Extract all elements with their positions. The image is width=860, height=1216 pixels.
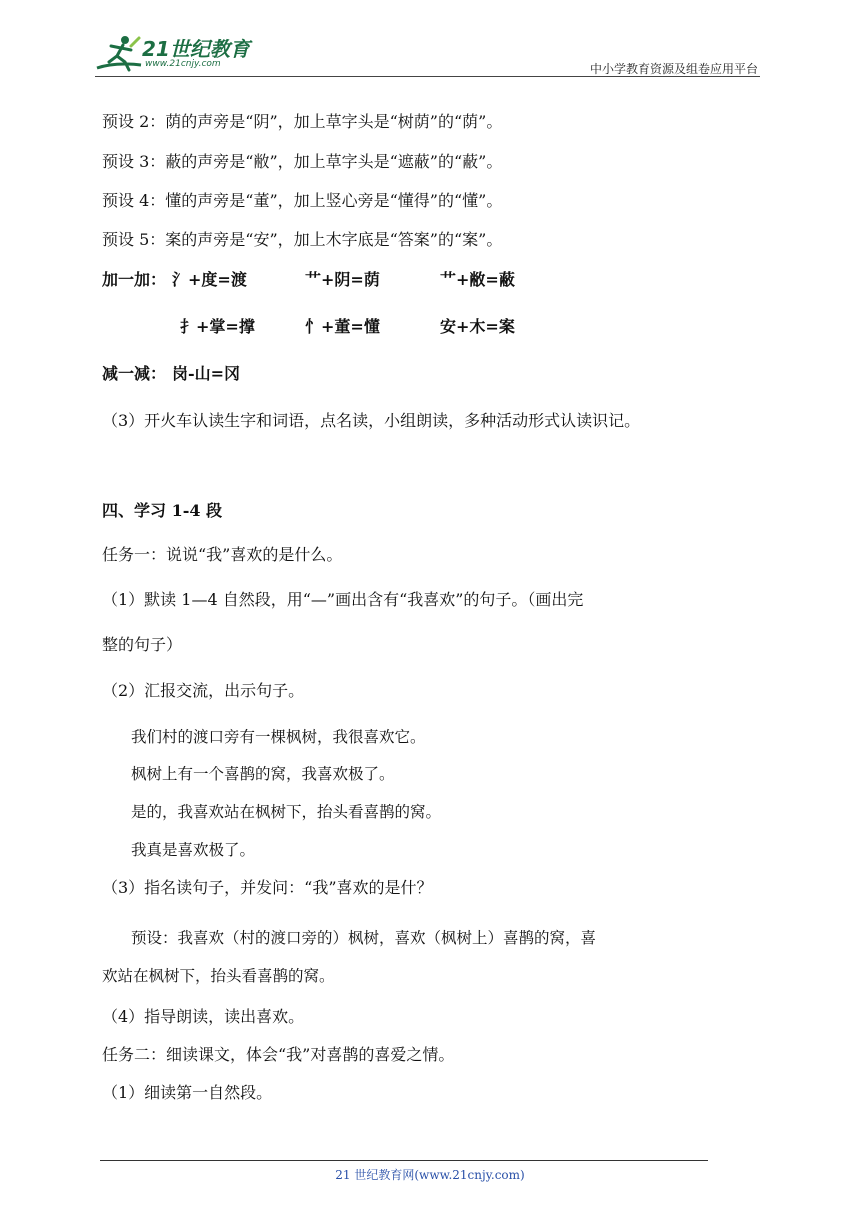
task-2-step-1: （1）细读第一自然段。 [102,1083,273,1102]
site-logo [95,30,265,80]
logo-text: 21世纪教育 [142,37,250,61]
page-header [95,30,760,80]
subtract-equation-1: 岗-山=冈 [172,364,241,383]
quote-sentence-4: 我真是喜欢极了。 [131,841,256,859]
footer-link[interactable]: 21 世纪教育网(www.21cnjy.com) [335,1168,525,1182]
add-equation-6: 安+木=案 [440,317,515,336]
step-3-reading: （3）开火车认读生字和词语，点名读，小组朗读，多种活动形式认读识记。 [102,411,641,430]
preset-answer: 预设：我喜欢（村的渡口旁的）枫树，喜欢（枫树上）喜鹊的窝，喜 [131,929,597,947]
quote-sentence-3: 是的，我喜欢站在枫树下，抬头看喜鹊的窝。 [131,803,442,821]
task-1-step-1: （1）默读 1—4 自然段，用“—”画出含有“我喜欢”的句子。（画出完 [102,590,584,609]
subtract-label: 减一减： [102,364,167,383]
task-2-title: 任务二：细读课文，体会“我”对喜鹊的喜爱之情。 [102,1045,455,1064]
add-equation-4: 扌+掌=撑 [180,317,255,336]
preset-2: 预设 2：荫的声旁是“阴”，加上草字头是“树荫”的“荫”。 [102,112,503,131]
preset-5: 预设 5：案的声旁是“安”，加上木字底是“答案”的“案”。 [102,230,503,249]
add-equation-5: 忄+董=懂 [305,317,380,336]
section-4-title: 四、学习 1-4 段 [102,501,223,520]
preset-3: 预设 3：蔽的声旁是“敝”，加上草字头是“遮蔽”的“蔽”。 [102,152,503,171]
header-platform-text: 中小学教育资源及组卷应用平台 [589,62,758,76]
task-1-step-2: （2）汇报交流，出示句子。 [102,681,305,700]
header-divider [95,76,760,77]
task-1-step-1-cont: 整的句子） [102,635,183,654]
add-equation-1: 氵+度=渡 [172,270,247,289]
quote-sentence-2: 枫树上有一个喜鹊的窝，我喜欢极了。 [131,765,395,783]
task-1-title: 任务一：说说“我”喜欢的是什么。 [102,545,343,564]
add-equation-3: 艹+敝=蔽 [440,270,515,289]
logo-url: www.21cnjy.com [145,59,221,69]
add-equation-2: 艹+阴=荫 [305,270,380,289]
task-1-step-4: （4）指导朗读，读出喜欢。 [102,1007,305,1026]
preset-4: 预设 4：懂的声旁是“董”，加上竖心旁是“懂得”的“懂”。 [102,191,503,210]
quote-sentence-1: 我们村的渡口旁有一棵枫树，我很喜欢它。 [131,728,426,746]
task-1-step-3: （3）指名读句子，并发问：“我”喜欢的是什？ [102,878,433,897]
footer-divider [100,1160,708,1161]
preset-answer-cont: 欢站在枫树下，抬头看喜鹊的窝。 [102,967,335,985]
runner-logo-icon [95,32,145,76]
add-label: 加一加： [102,270,167,289]
